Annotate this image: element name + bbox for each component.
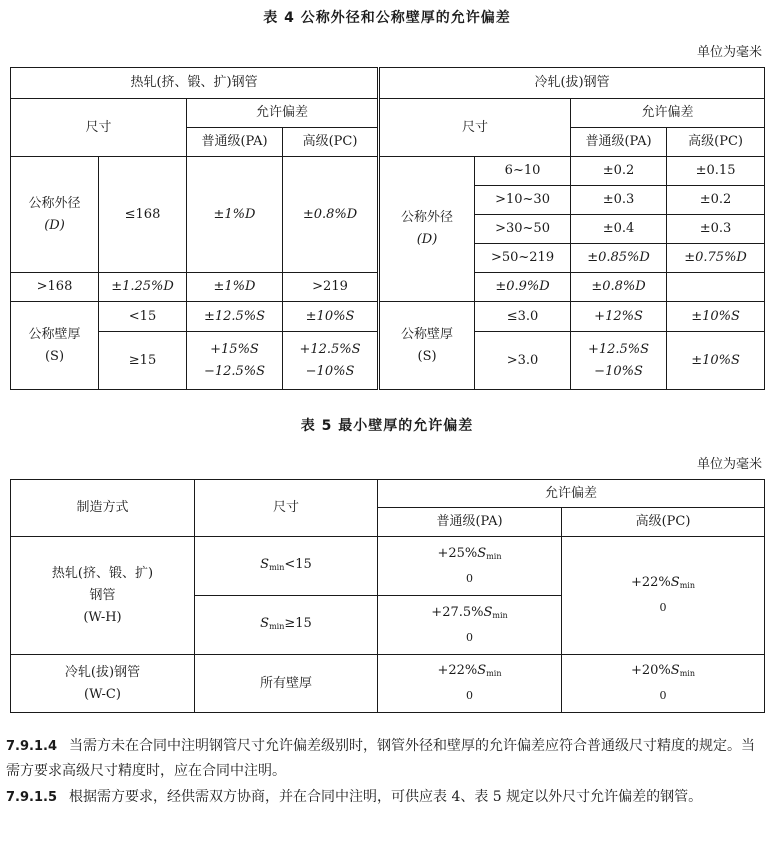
cold-wt-pa-1: +12%S [571, 302, 667, 332]
cold-od-pa-2: ±0.3 [571, 186, 667, 215]
hot-od-size-2: >168 [11, 273, 99, 302]
cold-wt-pa-2: +12.5%S −10%S [571, 332, 667, 390]
hot-tolerance-header: 允许偏差 [187, 99, 379, 128]
cold-wt-size-1: ≤3.0 [475, 302, 571, 332]
hot-size-ge15: $S_{min}\ge 15$ [195, 596, 378, 655]
cold-pc-header: 高级(PC) [667, 128, 765, 157]
cold-pa-cell: $+22\%S_{min}$ 0 [378, 655, 562, 713]
table4-unit: 单位为毫米 [696, 45, 762, 60]
hot-od-pa-1: ±1%D [187, 157, 283, 273]
cold-od-pc-3: ±0.3 [667, 215, 765, 244]
hot-wt-size-2: ≥15 [99, 332, 187, 390]
cold-method-cell: 冷轧(拔)钢管 (W-C) [11, 655, 195, 713]
cold-pc-cell: $+20\%S_{min}$ 0 [562, 655, 765, 713]
cold-od-size-1: 6~10 [475, 157, 571, 186]
t5-pc-header: 高级(PC) [562, 508, 765, 537]
hot-wt-pc-2: +12.5%S −10%S [283, 332, 379, 390]
t5-size-header: 尺寸 [195, 480, 378, 537]
hot-od-pc-1: ±0.8%D [283, 157, 379, 273]
hot-pa-ge15: $+27.5\%S_{min}$ 0 [378, 596, 562, 655]
clause-7-9-1-4: 7.9.1.4 当需方未在合同中注明钢管尺寸允许偏差级别时，钢管外径和壁厚的允许偏差应符合普通级尺寸精度的规定。当需方要求高级尺寸精度时，应在合同中注明。 [6, 738, 755, 779]
hot-od-size-1: ≤168 [99, 157, 187, 273]
cold-od-pc-5: ±0.8%D [571, 273, 667, 302]
cold-pa-header: 普通级(PA) [571, 128, 667, 157]
method-header: 制造方式 [11, 480, 195, 537]
t5-pa-header: 普通级(PA) [378, 508, 562, 537]
hot-od-label: 公称外径 (D) [11, 157, 99, 273]
cold-wt-pc-1: ±10%S [667, 302, 765, 332]
cold-od-pa-4: ±0.85%D [571, 244, 667, 273]
hot-pa-lt15: $+25\%S_{min}$ 0 [378, 537, 562, 596]
hot-size-header: 尺寸 [11, 99, 187, 157]
hot-size-lt15: $S_{min}<15$ [195, 537, 378, 596]
cold-od-pa-5: ±0.9%D [475, 273, 571, 302]
cold-tolerance-header: 允许偏差 [571, 99, 765, 128]
t5-tolerance-header: 允许偏差 [378, 480, 765, 508]
hot-od-pc-2: ±1%D [187, 273, 283, 302]
hot-wt-pa-2: +15%S −12.5%S [187, 332, 283, 390]
table4 [10, 67, 765, 390]
hot-wt-pa-1: ±12.5%S [187, 302, 283, 332]
cold-wt-size-2: >3.0 [475, 332, 571, 390]
table5-unit: 单位为毫米 [696, 457, 762, 472]
cold-od-pc-4: ±0.75%D [667, 244, 765, 273]
cold-od-label: 公称外径 (D) [379, 157, 475, 302]
cold-size-all: 所有壁厚 [195, 655, 378, 713]
cold-od-size-5: >219 [283, 273, 379, 302]
hot-rolled-header: 热轧(挤、锻、扩)钢管 [11, 68, 379, 99]
cold-od-pa-1: ±0.2 [571, 157, 667, 186]
cold-wt-label: 公称壁厚 (S) [379, 302, 475, 390]
hot-wt-pc-1: ±10%S [283, 302, 379, 332]
table4-title: 表 4 公称外径和公称壁厚的允许偏差 [263, 10, 511, 26]
cold-od-pc-2: ±0.2 [667, 186, 765, 215]
cold-od-size-4: >50~219 [475, 244, 571, 273]
hot-pc-cell: $+22\%S_{min}$ 0 [562, 537, 765, 655]
hot-od-pa-2: ±1.25%D [99, 273, 187, 302]
hot-method-cell: 热轧(挤、锻、扩) 钢管 (W-H) [11, 537, 195, 655]
hot-wt-label: 公称壁厚 (S) [11, 302, 99, 390]
cold-wt-pc-2: ±10%S [667, 332, 765, 390]
clause-7-9-1-5: 7.9.1.5 根据需方要求，经供需双方协商，并在合同中注明，可供应表 4、表 5 规定以外尺寸允许偏差的钢管。 [6, 789, 703, 805]
table5 [10, 479, 765, 713]
cold-od-pa-3: ±0.4 [571, 215, 667, 244]
hot-wt-size-1: <15 [99, 302, 187, 332]
table5-title: 表 5 最小壁厚的允许偏差 [300, 418, 474, 434]
cold-od-pc-1: ±0.15 [667, 157, 765, 186]
hot-pa-header: 普通级(PA) [187, 128, 283, 157]
cold-od-size-2: >10~30 [475, 186, 571, 215]
cold-drawn-header: 冷轧(拔)钢管 [379, 68, 765, 99]
cold-size-header: 尺寸 [379, 99, 571, 157]
hot-pc-header: 高级(PC) [283, 128, 379, 157]
cold-od-size-3: >30~50 [475, 215, 571, 244]
